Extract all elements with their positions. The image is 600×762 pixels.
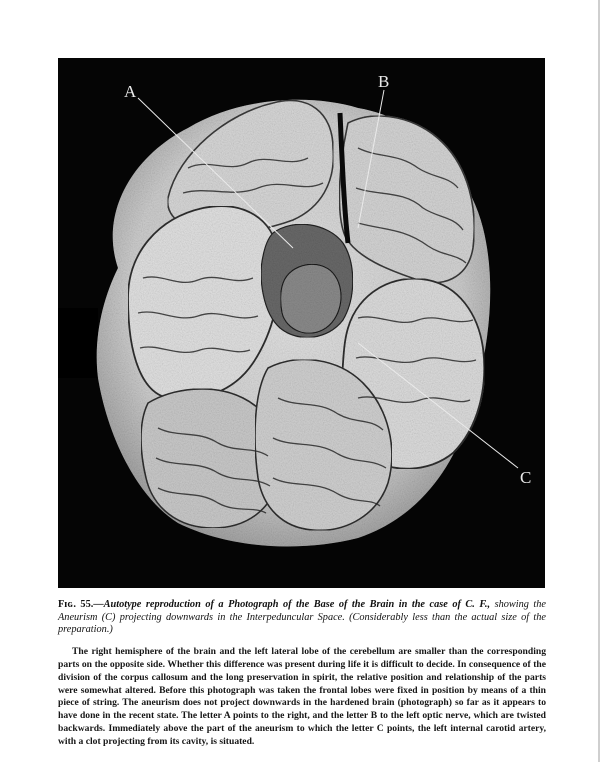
figure-subtitle: showing the Aneurism (C) projecting downwards in the Interpeduncular Space. (Considerably less than the actual size of the preparation.) (58, 599, 547, 636)
label-c: C (520, 468, 532, 487)
brain-photograph (58, 58, 545, 588)
aneurism (281, 264, 341, 333)
figure-caption (58, 599, 546, 637)
body-paragraph: The right hemisphere of the brain and the left lateral lobe of the cerebellum are smaller than the corresponding parts on the opposite side. Whether this difference was present during life it is difficult to decide. In consequence of the division of the corpus callosum and the long preservation in spirit, the relative position and relationship of the parts were somewhat altered. Before this photograph was taken the frontal lobes were fixed in position by means of a thin piece of string. The aneurism does not project downwards in the hardened brain (photograph) so far as it appears to have done in the recent state. The letter A points to the right, and the letter B to the left optic nerve, which are twisted backwards. Immediately above the part of the aneurism to which the letter C points, the left internal carotid artery, with a clot projecting from its cavity, is situated. (58, 645, 546, 748)
caption-block (58, 599, 546, 749)
figure-title: —Autotype reproduction of a Photograph of the Base of the Brain in the case of C. F., (93, 599, 495, 610)
label-b: B (378, 72, 390, 91)
figure-number: Fɪɢ. 55. (58, 599, 94, 610)
label-a: A (124, 82, 137, 101)
